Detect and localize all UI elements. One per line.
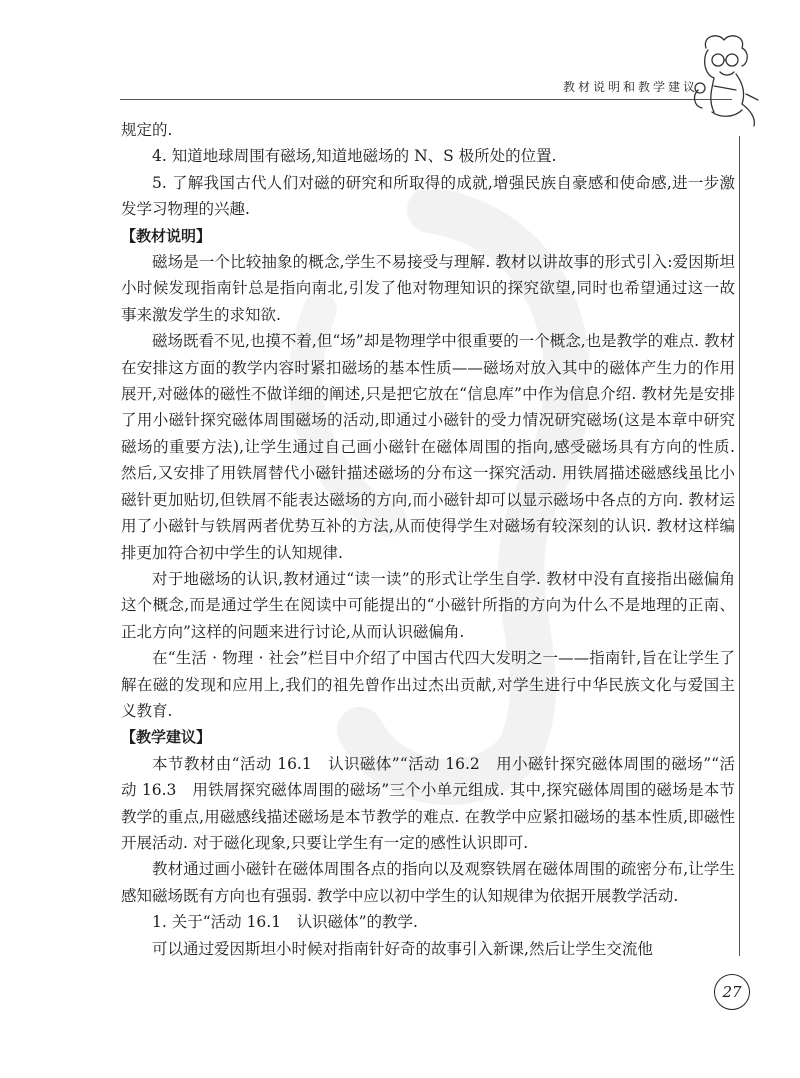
paragraph: 可以通过爱因斯坦小时候对指南针好奇的故事引入新课,然后让学生交流他	[152, 939, 653, 958]
header-rule	[120, 99, 732, 100]
paragraph: 本节教材由“活动 16.1 认识磁体”“活动 16.2 用小磁针探究磁体周围的磁场”“活动 16.3 用铁屑探究磁体周围的磁场”三个小单元组成. 其中,探究磁体周围的磁场是本节教学的重点,用磁感线描述磁场是本节教学的难点. 在教学中应紧扣磁场的基本性质,即磁性开展活动. 对于磁化现象,只要让学生有一定的感性认识即可.	[121, 754, 735, 852]
paragraph: 对于地磁场的认识,教材通过“读一读”的形式让学生自学. 教材中没有直接指出磁偏角这个概念,而是通过学生在阅读中可能提出的“小磁针所指的方向为什么不是地理的正南、正北方向”这样的问题来进行讨论,从而认识磁偏角.	[121, 569, 735, 641]
section-heading-textbook-notes: 【教材说明】	[121, 226, 212, 245]
numbered-item: 1. 关于“活动 16.1 认识磁体”的教学.	[152, 913, 418, 932]
objective-4: 4. 知道地球周围有磁场,知道地磁场的 N、S 极所处的位置.	[152, 147, 557, 166]
paragraph: 磁场是一个比较抽象的概念,学生不易接受与理解. 教材以讲故事的形式引入:爱因斯坦小时候发现指南针总是指向南北,引发了他对物理知识的探究欲望,同时也希望通过这一故事来激发学生的求知欲.	[121, 253, 735, 324]
paragraph: 教材通过画小磁针在磁体周围各点的指向以及观察铁屑在磁体周围的疏密分布,让学生感知磁场既有方向也有强弱. 教学中应以初中学生的认知规律为依据开展教学活动.	[121, 860, 735, 905]
paragraph: 磁场既看不见,也摸不着,但“场”却是物理学中很重要的一个概念,也是教学的难点. 教材在安排这方面的教学内容时紧扣磁场的基本性质——磁场对放入其中的磁体产生力的作用展开,对磁体的磁性不做详细的阐述,只是把它放在“信息库”中作为信息介绍. 教材先是安排了用小磁针探究磁体周围磁场的活动,即通过小磁针的受力情况研究磁场(这是本章中研究磁场的重要方法),让学生通过自己画小磁针在磁体周围的指向,感受磁场具有方向的性质. 然后,又安排了用铁屑替代小磁针描述磁场的分布这一探究活动. 用铁屑描述磁感线虽比小磁针更加贴切,但铁屑不能表达磁场的方向,而小磁针却可以显示磁场中各点的方向. 教材运用了小磁针与铁屑两者优势互补的方法,从而使得学生对磁场有较深刻的认识. 教材这样编排更加符合初中学生的认知规律.	[121, 332, 735, 562]
main-text	[121, 117, 735, 962]
paragraph-continued: 规定的.	[121, 121, 173, 139]
header-title: 教材说明和教学建议	[562, 80, 698, 94]
section-heading-teaching-suggestions: 【教学建议】	[121, 728, 212, 747]
side-rule	[739, 136, 740, 956]
page-number: 27	[714, 974, 750, 1010]
objective-5: 5. 了解我国古代人们对磁的研究和所取得的成就,增强民族自豪感和使命感,进一步激发学习物理的兴趣.	[121, 173, 735, 219]
professor-mascot-icon	[684, 30, 766, 130]
paragraph: 在“生活 · 物理 · 社会”栏目中介绍了中国古代四大发明之一——指南针,旨在让学生了解在磁的发现和应用上,我们的祖先曾作出过杰出贡献,对学生进行中华民族文化与爱国主义教育.	[121, 649, 735, 720]
